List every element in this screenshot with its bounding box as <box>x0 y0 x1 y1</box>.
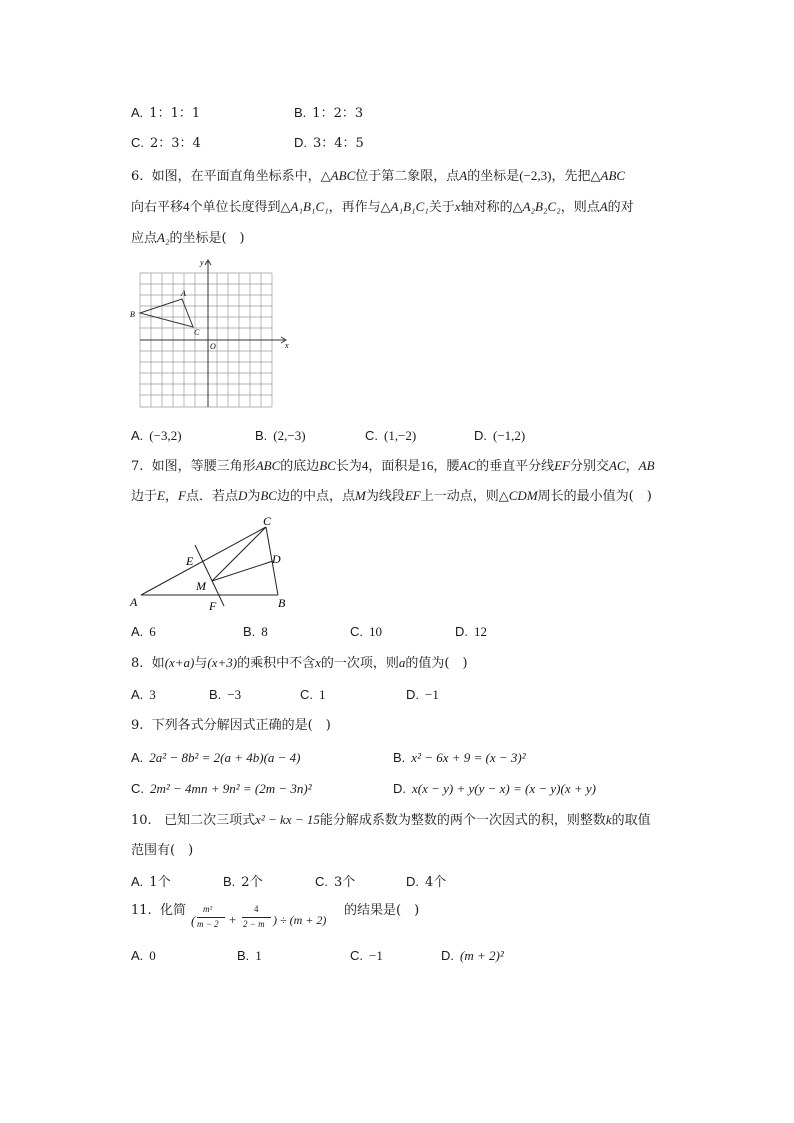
point-a-label: A <box>181 289 186 298</box>
q7-option-d[interactable] <box>455 623 487 642</box>
option-text: x(x − y) + y(y − x) = (x − y)(x + y) <box>412 781 596 796</box>
option-letter: B. <box>255 428 268 443</box>
fraction-2-numerator: 4 <box>254 904 259 914</box>
option-text: 10 <box>369 624 382 639</box>
option-text: 8 <box>261 624 268 639</box>
option-text: (1,−2) <box>384 428 417 443</box>
label-f: F <box>209 599 217 613</box>
label-e: E <box>186 554 194 568</box>
option-text: 6 <box>149 624 156 639</box>
math: △ABC <box>590 168 626 183</box>
math: 4 <box>183 199 190 214</box>
label-d: D <box>272 552 281 566</box>
option-letter: C. <box>350 948 363 963</box>
math: AC <box>459 458 477 473</box>
q8-option-c[interactable] <box>300 686 326 705</box>
option-letter: C. <box>315 874 328 889</box>
option-letter: D. <box>455 624 468 639</box>
q7-triangle-figure <box>128 514 298 614</box>
math: 4 <box>361 458 369 473</box>
option-text: 3个 <box>334 875 356 890</box>
option-text: 4个 <box>425 875 447 890</box>
option-text: −1 <box>369 948 383 963</box>
math: △A₁B₁C₁ <box>280 199 329 214</box>
origin-label: O <box>210 342 216 351</box>
question-number: 11. <box>131 903 152 918</box>
option-letter: C. <box>300 687 313 702</box>
option-text: (−3,2) <box>149 428 182 443</box>
math: EF <box>554 458 570 473</box>
option-text: 2a² − 8b² = 2(a + 4b)(a − 4) <box>149 750 301 765</box>
option-letter: B. <box>237 948 250 963</box>
q9-option-d[interactable] <box>393 780 596 799</box>
q5-option-b[interactable] <box>294 104 363 123</box>
label-b: B <box>278 596 286 610</box>
fraction-1-numerator: m² <box>203 904 213 914</box>
option-letter: D. <box>406 687 419 702</box>
q6-stem-line3 <box>131 229 245 248</box>
label-m: M <box>196 579 206 593</box>
stem-text: 边的中点，点 <box>276 489 355 504</box>
option-letter: A. <box>131 428 144 443</box>
math: A <box>599 199 608 214</box>
q7-stem-line2 <box>131 487 652 506</box>
math: D <box>237 488 248 503</box>
q10-option-b[interactable] <box>223 873 263 892</box>
q6-option-c[interactable] <box>365 427 416 446</box>
question-number: 8. <box>131 656 144 671</box>
stem-text: 应点 <box>131 231 158 246</box>
q6-option-b[interactable] <box>255 427 306 446</box>
option-text: 2m² − 4mn + 9n² = (2m − 3n)² <box>150 781 312 796</box>
stem-text: 化简 <box>159 903 186 918</box>
option-text: 1 <box>319 687 326 702</box>
y-axis-label: y <box>200 258 204 267</box>
stem-text: 如 <box>151 656 165 671</box>
option-letter: C. <box>350 624 363 639</box>
fraction-bar <box>197 917 225 918</box>
stem-text: 分别交 <box>569 459 609 474</box>
q7-option-c[interactable] <box>350 623 382 642</box>
option-letter: B. <box>209 687 222 702</box>
expression-tail: ) ÷ (m + 2) <box>273 913 327 927</box>
stem-text: 个单位长度得到 <box>189 200 281 215</box>
q9-stem <box>131 717 331 735</box>
stem-text: ， <box>164 489 178 504</box>
option-text: x² − 6x + 9 = (x − 3)² <box>411 750 526 765</box>
math: ABC <box>255 458 281 473</box>
q10-option-a[interactable] <box>131 873 171 892</box>
option-letter: B. <box>223 874 236 889</box>
math: k <box>605 812 612 827</box>
q11-expression <box>191 904 345 934</box>
q8-stem <box>131 654 468 673</box>
triangle-abc <box>140 299 193 327</box>
option-text: 0 <box>149 948 156 963</box>
fraction-2-denominator: 2 − m <box>243 919 265 929</box>
stem-text: ，再作与 <box>328 200 381 215</box>
math: x <box>454 199 461 214</box>
option-text: 1：1：1 <box>149 106 201 121</box>
stem-text: ，腰 <box>433 459 460 474</box>
math: △A₂B₂C₂ <box>512 199 561 214</box>
math: A₂ <box>157 230 170 245</box>
q9-option-c[interactable] <box>131 780 312 799</box>
option-letter: A. <box>131 874 144 889</box>
option-text: 1：2：3 <box>312 106 364 121</box>
question-number: 10. <box>131 813 152 828</box>
option-letter: C. <box>131 135 144 150</box>
math: △A₁B₁C₁ <box>380 199 429 214</box>
math: △ABC <box>320 168 356 183</box>
math: AB <box>638 458 655 473</box>
stem-text: 如图，等腰三角形 <box>151 459 256 474</box>
q10-stem-line2 <box>131 842 193 860</box>
stem-text: 长为 <box>335 459 362 474</box>
option-text: 1 <box>255 948 262 963</box>
option-text: 3 <box>149 687 156 702</box>
option-letter: D. <box>294 135 307 150</box>
segment-md <box>212 561 273 581</box>
q6-coordinate-figure <box>128 256 294 412</box>
q8-option-b[interactable] <box>209 686 241 705</box>
stem-text: 的一次项，则 <box>320 656 399 671</box>
q7-stem-line1 <box>131 457 655 476</box>
q6-option-d[interactable] <box>474 427 525 446</box>
stem-text: 下列各式分解因式正确的是( ) <box>151 718 331 733</box>
question-number: 9. <box>131 718 144 733</box>
option-letter: D. <box>441 948 454 963</box>
stem-text: 如图，在平面直角坐标系中， <box>151 169 321 184</box>
math: BC <box>260 488 277 503</box>
math: x <box>315 655 321 670</box>
option-letter: C. <box>365 428 378 443</box>
label-a: A <box>130 595 138 609</box>
option-text: (m + 2)² <box>460 948 504 963</box>
option-letter: C. <box>131 781 144 796</box>
q5-option-c[interactable] <box>131 134 201 153</box>
point-b-label: B <box>130 310 135 319</box>
stem-text: 的对 <box>607 200 634 215</box>
q6-stem-line1 <box>131 167 625 186</box>
option-text: 2个 <box>241 875 263 890</box>
stem-text: 为线段 <box>365 489 405 504</box>
q11-option-d[interactable] <box>441 947 504 966</box>
stem-text: 的坐标是( ) <box>169 231 245 246</box>
math: E <box>157 488 165 503</box>
q6-option-a[interactable] <box>131 427 182 446</box>
q11-stem-end <box>344 902 419 920</box>
stem-text: 上一动点，则 <box>420 489 499 504</box>
q10-option-c[interactable] <box>315 873 355 892</box>
question-number: 7. <box>131 459 144 474</box>
q7-option-b[interactable] <box>243 623 268 642</box>
stem-text: ，面积是 <box>368 459 421 474</box>
math: (x+a) <box>164 655 195 670</box>
option-letter: A. <box>131 105 144 120</box>
math: A <box>459 168 468 183</box>
stem-text: ，则点 <box>560 200 600 215</box>
stem-text: ， <box>625 459 639 474</box>
option-letter: A. <box>131 750 144 765</box>
stem-text: 边于 <box>131 489 158 504</box>
stem-text: 与 <box>194 656 208 671</box>
stem-text: 的值为( ) <box>405 656 468 671</box>
option-letter: D. <box>474 428 487 443</box>
stem-text: 的乘积中不含 <box>237 656 316 671</box>
option-letter: A. <box>131 948 144 963</box>
option-text: 3：4：5 <box>313 136 364 151</box>
q8-option-d[interactable] <box>406 686 439 705</box>
math: △CDM <box>498 488 538 503</box>
stem-text: 已知二次三项式 <box>164 813 256 828</box>
option-letter: B. <box>294 105 307 120</box>
plus-sign: + <box>229 912 237 927</box>
option-letter: B. <box>393 750 406 765</box>
q9-option-b[interactable] <box>393 749 526 768</box>
point-c-label: C <box>194 328 200 337</box>
stem-text: 的取值 <box>611 813 651 828</box>
stem-text: 为 <box>247 489 261 504</box>
stem-text: 的底边 <box>280 459 320 474</box>
left-paren: ( <box>191 913 196 928</box>
perpendicular-bisector-ef <box>195 545 224 606</box>
stem-text: 范围有( ) <box>131 843 194 858</box>
q11-option-a[interactable] <box>131 947 156 966</box>
label-c: C <box>263 514 272 528</box>
option-text: −3 <box>227 687 242 702</box>
option-text: 12 <box>474 624 487 639</box>
stem-text: 的垂直平分线 <box>476 459 555 474</box>
math: (x+3) <box>207 655 238 670</box>
q8-option-a[interactable] <box>131 686 156 705</box>
option-letter: D. <box>393 781 406 796</box>
stem-text: 轴对称的 <box>460 200 513 215</box>
x-axis-label: x <box>285 341 289 350</box>
option-letter: A. <box>131 687 144 702</box>
stem-text: 点．若点 <box>185 489 238 504</box>
math: (−2,3) <box>519 168 552 183</box>
option-letter: D. <box>406 874 419 889</box>
math: x² − kx − 15 <box>255 812 320 827</box>
option-letter: A. <box>131 624 144 639</box>
math: AC <box>608 458 626 473</box>
q10-option-d[interactable] <box>406 873 446 892</box>
stem-text: 的结果是( ) <box>344 903 420 918</box>
question-number: 6. <box>131 169 144 184</box>
stem-text: ，先把 <box>551 169 591 184</box>
option-text: 1个 <box>149 875 171 890</box>
math: M <box>355 488 366 503</box>
option-text: (2,−3) <box>273 428 306 443</box>
stem-text: 周长的最小值为( ) <box>537 489 652 504</box>
q11-option-c[interactable] <box>350 947 383 966</box>
stem-text: 的坐标是 <box>467 169 520 184</box>
fraction-1-denominator: m − 2 <box>197 919 219 929</box>
math: 16 <box>420 458 434 473</box>
q7-option-a[interactable] <box>131 623 156 642</box>
q6-stem-line2 <box>131 198 634 217</box>
option-text: −1 <box>425 687 439 702</box>
math: EF <box>404 488 421 503</box>
stem-text: 向右平移 <box>131 200 184 215</box>
option-letter: B. <box>243 624 256 639</box>
q9-option-a[interactable] <box>131 749 301 768</box>
q11-stem <box>131 902 186 920</box>
q10-stem-line1 <box>131 811 651 830</box>
q5-option-a[interactable] <box>131 104 200 123</box>
option-text: 2：3：4 <box>150 136 201 151</box>
math: F <box>177 488 186 503</box>
math: BC <box>319 458 336 473</box>
stem-text: 关于 <box>428 200 455 215</box>
fraction-bar <box>242 917 271 918</box>
math: a <box>398 655 406 670</box>
segment-cm <box>212 527 266 581</box>
stem-text: 位于第二象限，点 <box>355 169 460 184</box>
stem-text: 能分解成系数为整数的两个一次因式的积，则整数 <box>319 813 606 828</box>
q5-option-d[interactable] <box>294 134 364 153</box>
option-text: (−1,2) <box>493 428 526 443</box>
q11-option-b[interactable] <box>237 947 262 966</box>
